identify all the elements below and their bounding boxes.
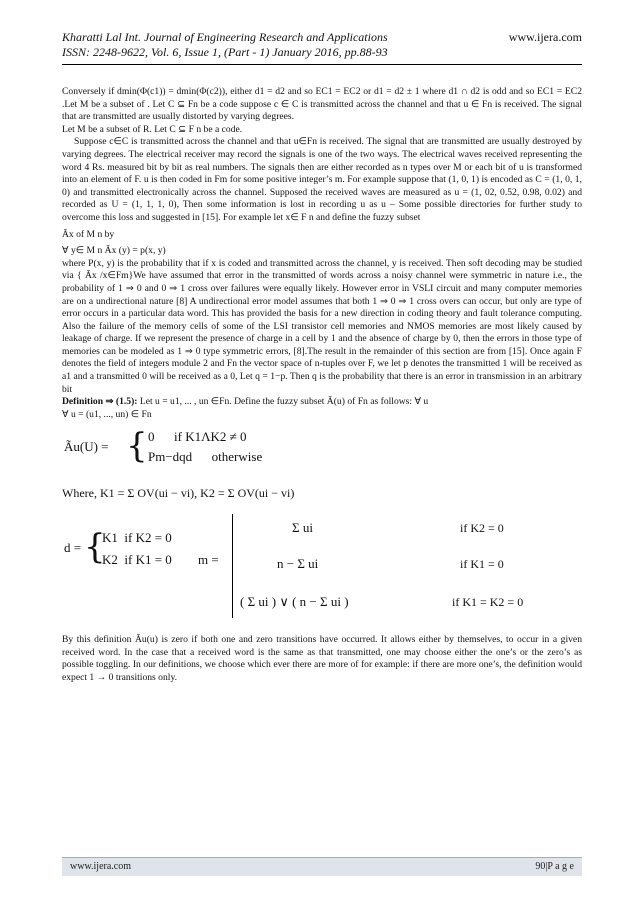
m-case2: n − Σ ui xyxy=(277,556,319,572)
m-case1: Σ ui xyxy=(292,520,313,536)
fuzzy-subset-def: ∀ y∈ M n Ãx (y) = p(x, y) xyxy=(62,245,166,257)
d-brace: { xyxy=(84,527,106,568)
paragraph-transmission: Suppose c∈C is transmitted across the channel and that u∈Fn is received. The signal that are transmitted are usually destroyed by varying degrees. The electrical receiver may record the signals is one of the two ways. The electrical waves received representing the word 4 Rs. measured bit by bit as real numbers. The signals then are either recorded as n types over M or each bit of u is transformed into an element of F. u is then coded in Fm for some positive integer’s m. For example suppose that (1, 0, 1) is encoded as C = (1, 0, 1, 0) and transmitted electronically across the channel. Supposed the received waves are measured as u = (1, 02, 0.52, 0.98, 0.02) and recorded as U = (1, 1, 1, 0), Then some information is lost in recording u as u – Some possible directories for further study to overcome this loss and suggested in [15]. For example let x∈ F n and define the fuzzy subset xyxy=(62,136,582,223)
paragraph-by-this-definition: By this definition Ãu(u) is zero if both one and zero transitions have occurred. It allows either by themselves, to occur in a given received word. In the case that a received word is the same as that transmitted, one may choose either the one’s or the zero’s as possible toggling. In our definitions, we choose which ever there are more of for example: if there are more one’s, the definition would expect 1 → 0 transitions only. xyxy=(62,634,582,683)
page-footer xyxy=(62,857,582,876)
where-k-definitions: Where, K1 = Σ OV(ui − vi), K2 = Σ OV(ui − vi) xyxy=(62,486,295,501)
header-rule xyxy=(62,64,582,65)
eq1-lhs: Ãu(U) = xyxy=(64,439,109,455)
fuzzy-subset-line: Ãx of M n by xyxy=(62,228,115,240)
paragraph-conversely: Conversely if dmin(Φ(c1)) = dmin(Φ(c2)), either d1 = d2 and so EC1 = EC2 or d1 = d2 ± 1 where d1 ∩ d2 is odd and so EC1 = EC2 .Let M be a subset of . Let C ⊆ Fn be a code suppose c ∈ C is transmitted across the channel and that u ∈ Fn is received. The signal that are transmitted are usually distorted by varying degrees. xyxy=(62,86,582,123)
m-brace xyxy=(232,514,233,618)
eq1-brace: { xyxy=(126,426,148,467)
issn-line: ISSN: 2248-9622, Vol. 6, Issue 1, (Part - 1) January 2016, pp.88-93 xyxy=(62,45,388,59)
journal-title: Kharatti Lal Int. Journal of Engineering Research and Applications xyxy=(62,30,388,44)
m-case3: ( Σ ui ) ∨ ( n − Σ ui ) xyxy=(240,594,349,610)
page-number: 90|P a g e xyxy=(535,861,574,872)
running-header xyxy=(62,30,582,60)
d-case1: K1 if K2 = 0 xyxy=(102,530,172,546)
paragraph-probability: where P(x, y) is the probability that if x is coded and transmitted across the channel, y is received. Then soft decoding may be studied via { Ãx /x∈Fm}We have assumed that error in the transmitted of words across a noisy channel were symmetric in nature i.e., the probability of 1 ⇒ 0 and 0 ⇒ 1 cross over failures were equally likely. However error in VSLI circuit and many computer memories are on a undirectional nature [8] A undirectional error model assumes that both 1 ⇒ 0 ⇒ 1 cross overs can occur, but only are type of error occurs in a particular data word. This has provided the basis for a new direction in coding theory and fault tolerance computing. Also the failure of the memory cells of some of the LSI transistor cell memories and NMOS memories are most likely caused by leakage of charge. If we represent the presence of charge in a cell by 1 and the absence of charge by 0, then the errors in those type of memories can be modeled as 1 ⇒ 0 type symmetric errors, [8].The result in the remainder of this section are from [15]. Once again F denotes the field of integers module 2 and Fn the vector space of n-tuples over F, we let p denotes the transmitted 1 will be received as a1 and a transmitted 0 will be received as a 0, Let q = 1−p. Then q is the probability that there is an error in transmission in an arbitrary bit xyxy=(62,257,582,395)
footer-url[interactable]: www.ijera.com xyxy=(70,861,131,872)
equation-fuzzy-membership xyxy=(62,427,582,473)
m-lhs: m = xyxy=(198,552,219,568)
m-case2-cond: if K1 = 0 xyxy=(460,557,504,572)
d-case2: K2 if K1 = 0 xyxy=(102,552,172,568)
m-case3-cond: if K1 = K2 = 0 xyxy=(452,595,524,610)
paragraph-subset: Let M be a subset of R. Let C ⊆ F n be a code. xyxy=(62,123,243,135)
definition-1-5 xyxy=(62,396,582,409)
definition-domain: ∀ u = (u1, ..., un) ∈ Fn xyxy=(62,408,152,420)
definition-title: Definition ⇒ (1.5): xyxy=(62,396,138,408)
eq1-case1: 0 if K1ΛK2 ≠ 0 xyxy=(148,429,247,445)
equation-d-m xyxy=(62,514,582,624)
m-case1-cond: if K2 = 0 xyxy=(460,521,504,536)
header-url[interactable]: www.ijera.com xyxy=(508,30,582,44)
page-body xyxy=(62,86,582,684)
d-lhs: d = xyxy=(64,540,82,556)
eq1-case2: Pm−dqd otherwise xyxy=(148,449,263,465)
definition-text: Let u = u1, ... , un ∈Fn. Define the fuzzy subset Ã(u) of Fn as follows: ∀ u xyxy=(137,396,429,408)
